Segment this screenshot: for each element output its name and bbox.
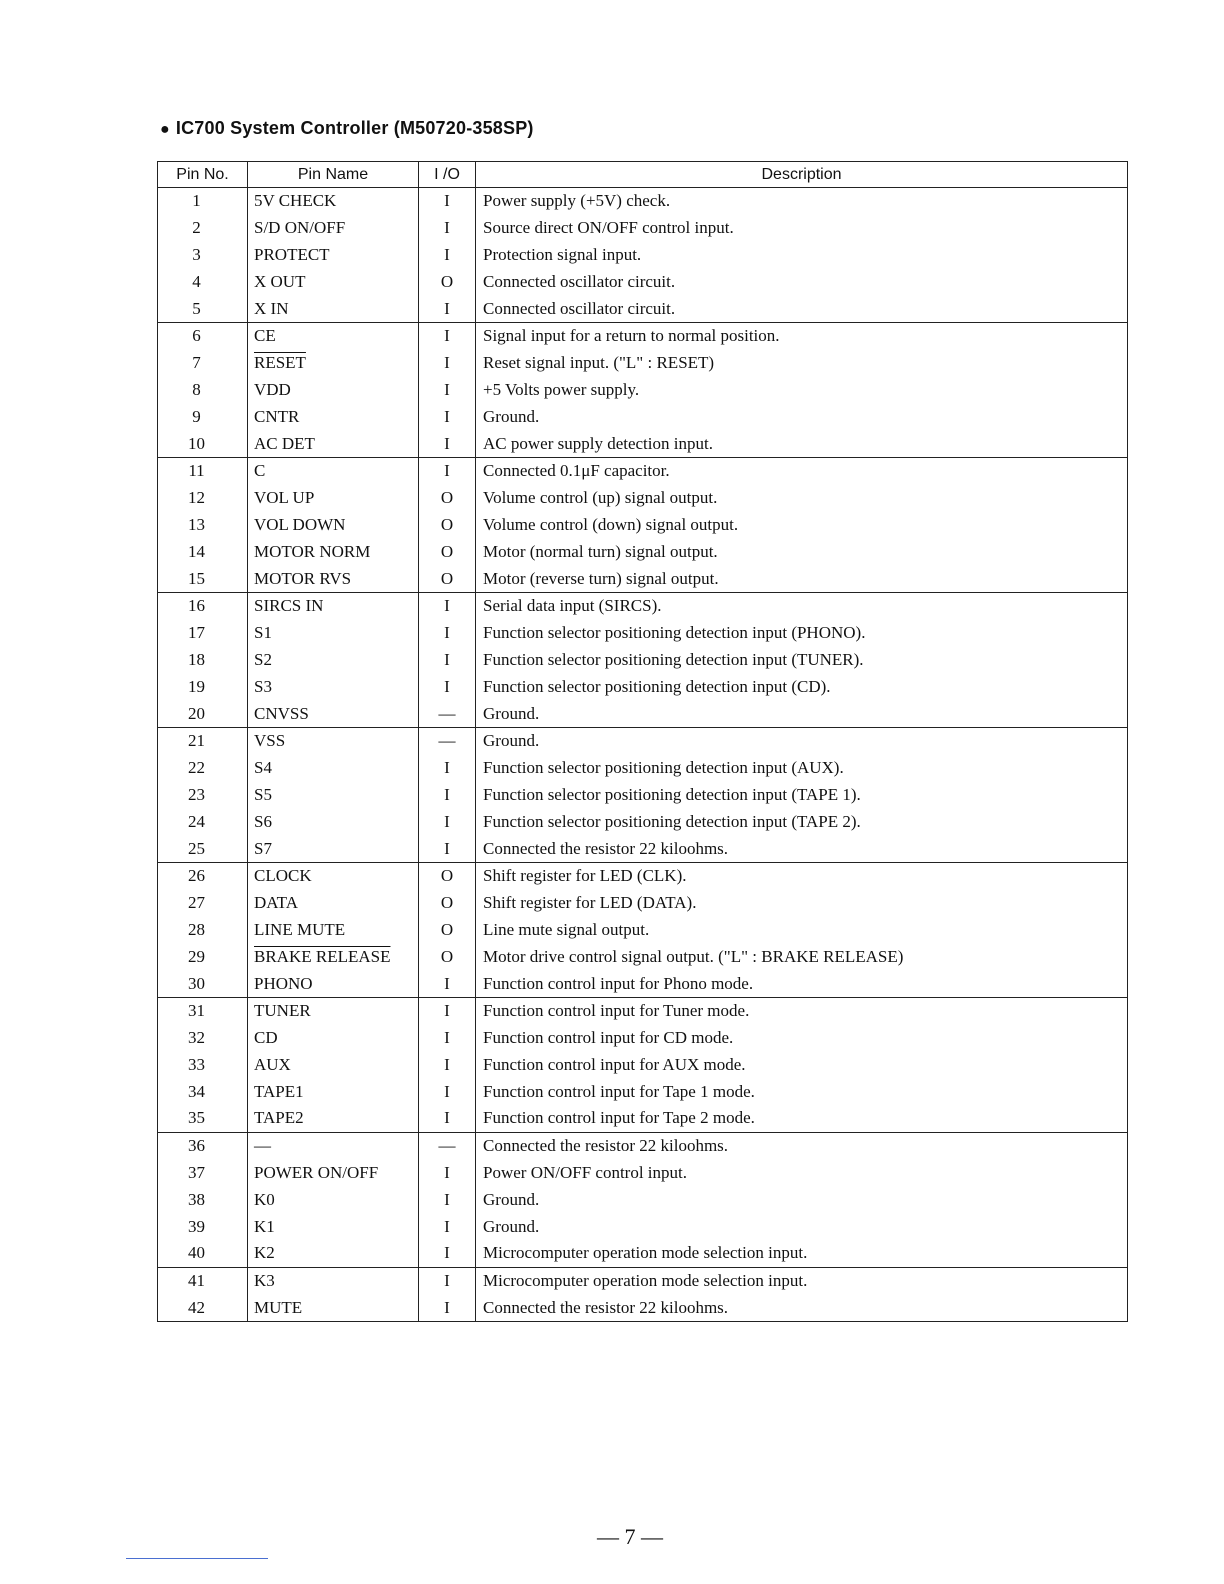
pin-name: K1 — [248, 1213, 419, 1240]
pin-number: 9 — [158, 403, 248, 430]
table-row — [158, 782, 1128, 809]
table-row — [158, 350, 1128, 377]
pin-io: I — [419, 647, 476, 674]
pin-io: I — [419, 755, 476, 782]
pin-io: O — [419, 268, 476, 295]
table-row — [158, 647, 1128, 674]
pin-description: Power supply (+5V) check. — [476, 188, 1128, 215]
pin-name: 5V CHECK — [248, 188, 419, 215]
pin-io: I — [419, 673, 476, 700]
table-row — [158, 943, 1128, 970]
table-row — [158, 1105, 1128, 1132]
pin-number: 35 — [158, 1105, 248, 1132]
pin-number: 13 — [158, 512, 248, 539]
pin-number: 8 — [158, 377, 248, 404]
table-row — [158, 457, 1128, 484]
pin-number: 6 — [158, 322, 248, 349]
pin-description: Signal input for a return to normal position. — [476, 322, 1128, 349]
pin-number: 38 — [158, 1186, 248, 1213]
pin-description: Function selector positioning detection input (TAPE 1). — [476, 782, 1128, 809]
pin-name: AC DET — [248, 430, 419, 457]
pin-number: 18 — [158, 647, 248, 674]
pin-io: — — [419, 1132, 476, 1159]
pin-name: VOL DOWN — [248, 512, 419, 539]
pin-description: Function control input for Tuner mode. — [476, 997, 1128, 1024]
pin-number: 12 — [158, 485, 248, 512]
pin-description: Volume control (down) signal output. — [476, 512, 1128, 539]
pin-io: O — [419, 485, 476, 512]
pin-description: Function control input for Phono mode. — [476, 970, 1128, 997]
pin-number: 22 — [158, 755, 248, 782]
pin-io: — — [419, 727, 476, 754]
header-pin-name: Pin Name — [248, 162, 419, 188]
table-body — [158, 188, 1128, 1322]
table-row — [158, 512, 1128, 539]
pin-description: Function control input for Tape 2 mode. — [476, 1105, 1128, 1132]
table-row — [158, 1025, 1128, 1052]
pin-io: I — [419, 1160, 476, 1187]
pin-description: Connected the resistor 22 kiloohms. — [476, 1295, 1128, 1322]
pin-number: 31 — [158, 997, 248, 1024]
pin-name: VOL UP — [248, 485, 419, 512]
pin-name: K3 — [248, 1267, 419, 1294]
pin-name: CNVSS — [248, 700, 419, 727]
pin-description: +5 Volts power supply. — [476, 377, 1128, 404]
pin-description: Line mute signal output. — [476, 917, 1128, 944]
table-row — [158, 403, 1128, 430]
pin-io: I — [419, 835, 476, 862]
pin-name-text: BRAKE RELEASE — [254, 946, 391, 966]
pin-number: 4 — [158, 268, 248, 295]
pin-name: TAPE2 — [248, 1105, 419, 1132]
pin-number: 11 — [158, 457, 248, 484]
table-row — [158, 997, 1128, 1024]
pin-name: S4 — [248, 755, 419, 782]
pin-name: CNTR — [248, 403, 419, 430]
pin-number: 5 — [158, 295, 248, 322]
table-row — [158, 835, 1128, 862]
table-row — [158, 1267, 1128, 1294]
pin-io: I — [419, 1213, 476, 1240]
pin-number: 34 — [158, 1078, 248, 1105]
pin-io: I — [419, 782, 476, 809]
pin-number: 21 — [158, 727, 248, 754]
table-row — [158, 620, 1128, 647]
pin-name: AUX — [248, 1052, 419, 1079]
pin-number: 16 — [158, 592, 248, 619]
pin-description: Connected oscillator circuit. — [476, 295, 1128, 322]
table-row — [158, 1186, 1128, 1213]
pin-description: Serial data input (SIRCS). — [476, 592, 1128, 619]
pin-description: Protection signal input. — [476, 242, 1128, 269]
table-row — [158, 565, 1128, 592]
pin-io: I — [419, 457, 476, 484]
table-row — [158, 538, 1128, 565]
pin-io: O — [419, 890, 476, 917]
pin-number: 27 — [158, 890, 248, 917]
pin-io: I — [419, 1052, 476, 1079]
table-row — [158, 215, 1128, 242]
pin-number: 1 — [158, 188, 248, 215]
pin-io: O — [419, 565, 476, 592]
table-row — [158, 1052, 1128, 1079]
pin-io: I — [419, 322, 476, 349]
pin-description: Reset signal input. ("L" : RESET) — [476, 350, 1128, 377]
table-row — [158, 1295, 1128, 1322]
table-row — [158, 1078, 1128, 1105]
pin-name: VSS — [248, 727, 419, 754]
table-row — [158, 808, 1128, 835]
pin-io: I — [419, 242, 476, 269]
pin-number: 3 — [158, 242, 248, 269]
pin-io: I — [419, 1025, 476, 1052]
pin-io: I — [419, 403, 476, 430]
pin-io: I — [419, 808, 476, 835]
pin-number: 30 — [158, 970, 248, 997]
pin-name: POWER ON/OFF — [248, 1160, 419, 1187]
pin-name: MOTOR NORM — [248, 538, 419, 565]
pin-name: PROTECT — [248, 242, 419, 269]
pin-io: — — [419, 700, 476, 727]
pin-number: 14 — [158, 538, 248, 565]
pin-description: Power ON/OFF control input. — [476, 1160, 1128, 1187]
pin-io: I — [419, 350, 476, 377]
pin-name: S6 — [248, 808, 419, 835]
pin-number: 33 — [158, 1052, 248, 1079]
pin-io: O — [419, 943, 476, 970]
pin-name: S1 — [248, 620, 419, 647]
pin-description: Connected the resistor 22 kiloohms. — [476, 835, 1128, 862]
pin-description: Connected 0.1μF capacitor. — [476, 457, 1128, 484]
table-row — [158, 188, 1128, 215]
table-row — [158, 268, 1128, 295]
pin-description: Motor (reverse turn) signal output. — [476, 565, 1128, 592]
table-row — [158, 917, 1128, 944]
pin-name: — — [248, 1132, 419, 1159]
pin-io: I — [419, 1078, 476, 1105]
pin-number: 28 — [158, 917, 248, 944]
pin-description: Ground. — [476, 727, 1128, 754]
pin-description: Function control input for CD mode. — [476, 1025, 1128, 1052]
pin-io: I — [419, 1295, 476, 1322]
pin-io: I — [419, 188, 476, 215]
pin-number: 29 — [158, 943, 248, 970]
pin-io: I — [419, 1105, 476, 1132]
footer-rule — [126, 1558, 268, 1559]
table-row — [158, 862, 1128, 889]
pin-name: K2 — [248, 1240, 419, 1267]
pin-description: Motor drive control signal output. ("L" : BRAKE RELEASE) — [476, 943, 1128, 970]
pin-name: K0 — [248, 1186, 419, 1213]
pin-number: 15 — [158, 565, 248, 592]
pin-description: Function selector positioning detection input (TAPE 2). — [476, 808, 1128, 835]
pin-io: O — [419, 917, 476, 944]
table-row — [158, 377, 1128, 404]
pin-name: S5 — [248, 782, 419, 809]
pin-name: X OUT — [248, 268, 419, 295]
table-row — [158, 673, 1128, 700]
pin-io: O — [419, 512, 476, 539]
page-number: — 7 — — [597, 1524, 663, 1549]
table-row — [158, 295, 1128, 322]
pin-description: Function selector positioning detection input (PHONO). — [476, 620, 1128, 647]
pin-description: Function control input for Tape 1 mode. — [476, 1078, 1128, 1105]
pin-description: Microcomputer operation mode selection input. — [476, 1240, 1128, 1267]
pin-number: 37 — [158, 1160, 248, 1187]
pin-number: 41 — [158, 1267, 248, 1294]
table-row — [158, 485, 1128, 512]
table-row — [158, 755, 1128, 782]
header-pin-no: Pin No. — [158, 162, 248, 188]
pin-number: 36 — [158, 1132, 248, 1159]
header-io: I /O — [419, 162, 476, 188]
pin-name: TUNER — [248, 997, 419, 1024]
section-title — [160, 118, 534, 139]
pin-name — [248, 350, 419, 377]
pin-description: Microcomputer operation mode selection input. — [476, 1267, 1128, 1294]
pin-description: Volume control (up) signal output. — [476, 485, 1128, 512]
pin-description: Motor (normal turn) signal output. — [476, 538, 1128, 565]
table-row — [158, 430, 1128, 457]
table-row — [158, 1213, 1128, 1240]
pin-description: Ground. — [476, 1186, 1128, 1213]
pin-description: AC power supply detection input. — [476, 430, 1128, 457]
pin-number: 23 — [158, 782, 248, 809]
pin-number: 39 — [158, 1213, 248, 1240]
pin-name: CE — [248, 322, 419, 349]
pin-number: 25 — [158, 835, 248, 862]
pin-number: 10 — [158, 430, 248, 457]
pin-description: Connected the resistor 22 kiloohms. — [476, 1132, 1128, 1159]
pin-io: I — [419, 295, 476, 322]
pin-name: C — [248, 457, 419, 484]
table-row — [158, 970, 1128, 997]
pin-number: 42 — [158, 1295, 248, 1322]
pin-number: 7 — [158, 350, 248, 377]
table-row — [158, 700, 1128, 727]
table-row — [158, 592, 1128, 619]
pin-number: 2 — [158, 215, 248, 242]
pin-number: 32 — [158, 1025, 248, 1052]
pin-description: Shift register for LED (DATA). — [476, 890, 1128, 917]
pin-io: I — [419, 377, 476, 404]
table-row — [158, 322, 1128, 349]
pin-io: I — [419, 1186, 476, 1213]
pin-name: MUTE — [248, 1295, 419, 1322]
pin-description: Source direct ON/OFF control input. — [476, 215, 1128, 242]
pin-description: Ground. — [476, 1213, 1128, 1240]
pin-io: I — [419, 592, 476, 619]
table-row — [158, 1160, 1128, 1187]
section-title-text: IC700 System Controller (M50720-358SP) — [175, 118, 534, 138]
pin-name: MOTOR RVS — [248, 565, 419, 592]
pin-description: Function selector positioning detection input (CD). — [476, 673, 1128, 700]
pin-number: 17 — [158, 620, 248, 647]
pin-number: 24 — [158, 808, 248, 835]
pin-number: 40 — [158, 1240, 248, 1267]
pin-number: 26 — [158, 862, 248, 889]
pin-name: DATA — [248, 890, 419, 917]
pin-io: I — [419, 1240, 476, 1267]
pin-description: Connected oscillator circuit. — [476, 268, 1128, 295]
table-row — [158, 1132, 1128, 1159]
pin-number: 19 — [158, 673, 248, 700]
table-row — [158, 727, 1128, 754]
pin-name: CLOCK — [248, 862, 419, 889]
table-row — [158, 890, 1128, 917]
pin-io: I — [419, 430, 476, 457]
pin-description: Ground. — [476, 700, 1128, 727]
table-header-row — [158, 162, 1128, 188]
pin-name: TAPE1 — [248, 1078, 419, 1105]
pin-name: LINE MUTE — [248, 917, 419, 944]
pin-description: Function control input for AUX mode. — [476, 1052, 1128, 1079]
bullet-icon: ● — [160, 121, 170, 138]
pin-table — [157, 161, 1128, 1322]
pin-number: 20 — [158, 700, 248, 727]
pin-description: Function selector positioning detection input (AUX). — [476, 755, 1128, 782]
pin-description: Shift register for LED (CLK). — [476, 862, 1128, 889]
pin-name: SIRCS IN — [248, 592, 419, 619]
pin-name: PHONO — [248, 970, 419, 997]
pin-name: S3 — [248, 673, 419, 700]
pin-io: O — [419, 538, 476, 565]
table-row — [158, 242, 1128, 269]
table-row — [158, 1240, 1128, 1267]
pin-name: S7 — [248, 835, 419, 862]
pin-io: I — [419, 1267, 476, 1294]
pin-name: S2 — [248, 647, 419, 674]
pin-io: I — [419, 620, 476, 647]
pin-io: I — [419, 997, 476, 1024]
pin-name: S/D ON/OFF — [248, 215, 419, 242]
pin-io: O — [419, 862, 476, 889]
pin-name: X IN — [248, 295, 419, 322]
pin-name-text: RESET — [254, 353, 306, 373]
pin-io: I — [419, 970, 476, 997]
pin-description: Function selector positioning detection input (TUNER). — [476, 647, 1128, 674]
pin-io: I — [419, 215, 476, 242]
header-description: Description — [476, 162, 1128, 188]
pin-description: Ground. — [476, 403, 1128, 430]
pin-name: CD — [248, 1025, 419, 1052]
pin-name — [248, 943, 419, 970]
pin-name: VDD — [248, 377, 419, 404]
